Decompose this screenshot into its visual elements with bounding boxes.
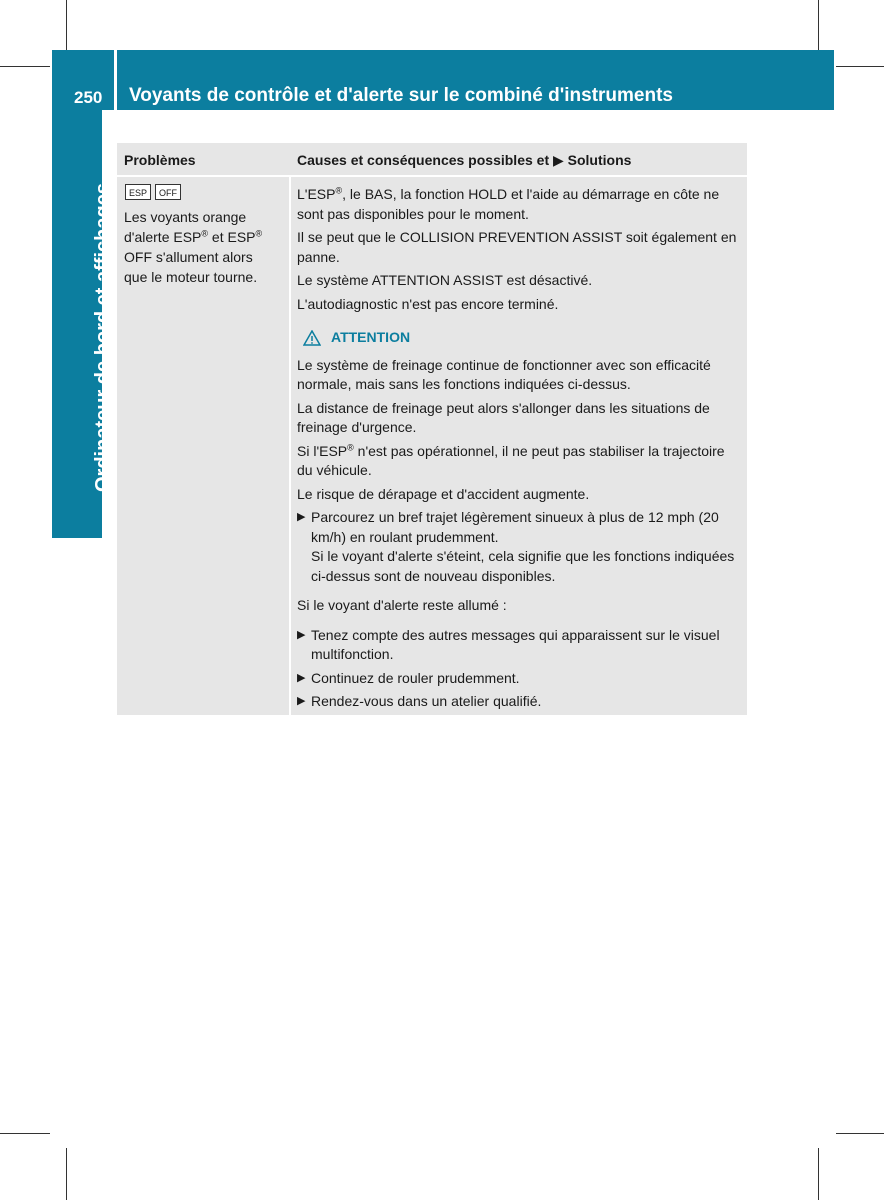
causes-solutions: [297, 185, 741, 716]
instruction-item: ▶ Continuez de rouler prudemment.: [297, 669, 741, 689]
paragraph: Si le voyant d'alerte reste allumé :: [297, 597, 507, 613]
header-divider: [117, 175, 747, 177]
instruction-item: ▶ Tenez compte des autres messages qui apparaissent sur le visuel multifonction.: [297, 626, 720, 662]
bullet-arrow-icon: ▶: [297, 511, 306, 523]
paragraph: L'autodiagnostic n'est pas encore terminé.: [297, 295, 559, 312]
bullet-arrow-icon: ▶: [297, 671, 306, 684]
bullet-arrow-icon: ▶: [297, 695, 306, 707]
info-table: [117, 143, 747, 715]
paragraph: L'ESP®, le BAS, la fonction HOLD et l'aide au démarrage en côte ne sont pas disponibles pour le moment.: [297, 185, 720, 222]
col-header-problems: Problèmes: [124, 152, 196, 168]
paragraph: Il se peut que le COLLISION PREVENTION ASSIST soit également en panne.: [297, 229, 737, 265]
paragraph: Le système de freinage continue de fonctionner avec son efficacité normale, mais sans les fonctions indiquées ci-dessus.: [297, 356, 711, 392]
crop-mark: [66, 1148, 67, 1200]
esp-warning-icon: ESP: [125, 184, 151, 200]
paragraph: Le risque de dérapage et d'accident augmente.: [297, 485, 590, 502]
paragraph: Le système ATTENTION ASSIST est désactivé.: [297, 272, 593, 288]
bullet-arrow-icon: ▶: [297, 628, 306, 641]
crop-mark: [836, 1133, 884, 1134]
warning-heading: ATTENTION: [303, 328, 741, 348]
problem-description: Les voyants orange d'alerte ESP® et ESP® OFF s'allument alors que le moteur tourne.: [124, 209, 263, 285]
esp-off-warning-icon: OFF: [155, 184, 181, 200]
crop-mark: [836, 66, 884, 67]
crop-mark: [0, 1133, 50, 1134]
warning-triangle-icon: [303, 330, 321, 346]
page-title: Voyants de contrôle et d'alerte sur le combiné d'instruments: [129, 85, 673, 106]
paragraph: Si l'ESP® n'est pas opérationnel, il ne peut pas stabiliser la trajectoire du véhicule.: [297, 441, 725, 478]
warning-lamp-icons: [125, 184, 181, 200]
page-header: [117, 50, 834, 110]
side-tab: [52, 110, 114, 538]
paragraph: La distance de freinage peut alors s'allonger dans les situations de freinage d'urgence.: [297, 399, 710, 435]
crop-mark: [0, 66, 50, 67]
crop-mark: [66, 0, 67, 50]
instruction-item: ▶ Parcourez un bref trajet légèrement sinueux à plus de 12 mph (20 km/h) en roulant prudemment. Si le voyant d'alerte s'éteint, cela signifie que les fonctions indiquées ci-dessus sont de nouveau disponibles.: [297, 509, 735, 584]
column-divider: [289, 175, 291, 715]
page-number: 250: [74, 88, 103, 107]
side-tab-label: Ordinateur de bord et affichages: [92, 183, 114, 492]
crop-mark: [818, 1148, 819, 1200]
col-header-causes: Causes et conséquences possibles et ▶ Solutions: [297, 152, 632, 168]
crop-mark: [818, 0, 819, 50]
page-number-box: [52, 50, 114, 110]
instruction-item: ▶ Rendez-vous dans un atelier qualifié.: [297, 692, 741, 712]
